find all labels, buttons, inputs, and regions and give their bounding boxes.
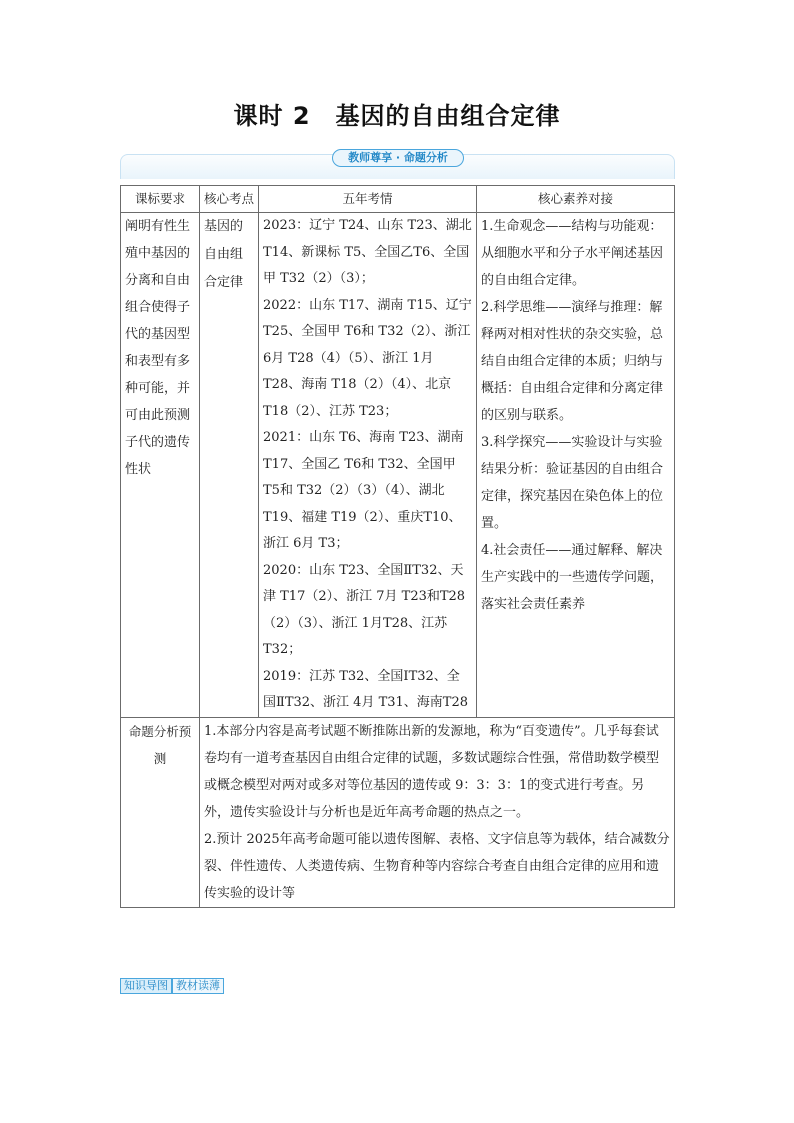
page-title: 课时 2 基因的自由组合定律 (233, 102, 561, 130)
prediction-cell (200, 717, 675, 907)
banner-tag: 教师尊享 · 命题分析 (332, 149, 464, 167)
header-core-point: 核心考点 (200, 186, 259, 213)
prediction-paragraph: 2.预计 2025年高考命题可能以遗传图解、表格、文字信息等为载体，结合减数分裂、伴性遗传、人类遗传病、生物育种等内容综合考查自由组合定律的应用和遗传实验的设计等 (204, 831, 670, 901)
footer-tags (120, 974, 224, 992)
prediction-row (121, 717, 675, 907)
literacy-item: 2.科学思维——演绎与推理：解释两对相对性状的杂交实验，总结自由组合定律的本质；归纳与概括：自由组合定律和分离定律的区别与联系。 (481, 300, 664, 423)
requirement-cell: 阐明有性生殖中基因的分离和自由组合使得子代的基因型和表型有多种可能，并可由此预测子代的遗传性状 (121, 213, 200, 718)
tag-knowledge-map[interactable]: 知识导图 (120, 978, 172, 994)
exam-year-2021: 2021：山东 T6、海南 T23、湖南T17、全国乙 T6和 T32、全国甲T5和 T32（2）（3）（4）、湖北 T19、福建 T19（2）、重庆T10、浙江 6月 T3； (263, 430, 464, 551)
exam-year-2022: 2022：山东 T17、湖南 T15、辽宁 T25、全国甲 T6和 T32（2）、浙江 6月 T28（4）（5）、浙江 1月 T28、海南 T18（2）（4）、北京 T18（2）、江苏 T23； (263, 297, 472, 419)
literacy-item: 3.科学探究——实验设计与实验结果分析：验证基因的自由组合定律，探究基因在染色体上的位置。 (481, 435, 664, 531)
literacy-item: 1.生命观念——结构与功能观：从细胞水平和分子水平阐述基因的自由组合定律。 (481, 219, 664, 288)
prediction-label: 命题分析预测 (121, 717, 200, 907)
exam-year-2019: 2019：江苏 T32、全国ⅠT32、全国ⅡT32、浙江 4月 T31、海南T28 (263, 668, 469, 710)
literacy-item: 4.社会责任——通过解释、解决生产实践中的一些遗传学问题，落实社会责任素养 (481, 543, 664, 612)
exam-years-cell (259, 213, 477, 718)
core-point-cell: 基因的自由组合定律 (200, 213, 259, 718)
table-header-row (121, 186, 675, 213)
analysis-table (120, 185, 675, 908)
exam-year-2020: 2020：山东 T23、全国ⅡT32、天津 T17（2）、浙江 7月 T23和T28（2）（3）、浙江 1月T28、江苏 T32； (263, 562, 466, 657)
literacy-cell (477, 213, 675, 718)
prediction-paragraph: 1.本部分内容是高考试题不断推陈出新的发源地，称为“百变遗传”。几乎每套试卷均有一道考查基因自由组合定律的试题，多数试题综合性强，常借助数学模型或概念模型对两对或多对等位基因的遗传或 9：3：3：1的变式进行考查。另外，遗传实验设计与分析也是近年高考命题的热点之一。 (204, 723, 660, 820)
tag-textbook-reading[interactable]: 教材读薄 (172, 978, 224, 994)
section-banner (120, 151, 675, 179)
header-exam-years: 五年考情 (259, 186, 477, 213)
header-literacy: 核心素养对接 (477, 186, 675, 213)
exam-year-2023: 2023：辽宁 T24、山东 T23、湖北 T14、新课标 T5、全国乙T6、全国甲 T32（2）（3）； (263, 218, 472, 286)
header-requirement: 课标要求 (121, 186, 200, 213)
table-row (121, 213, 675, 718)
